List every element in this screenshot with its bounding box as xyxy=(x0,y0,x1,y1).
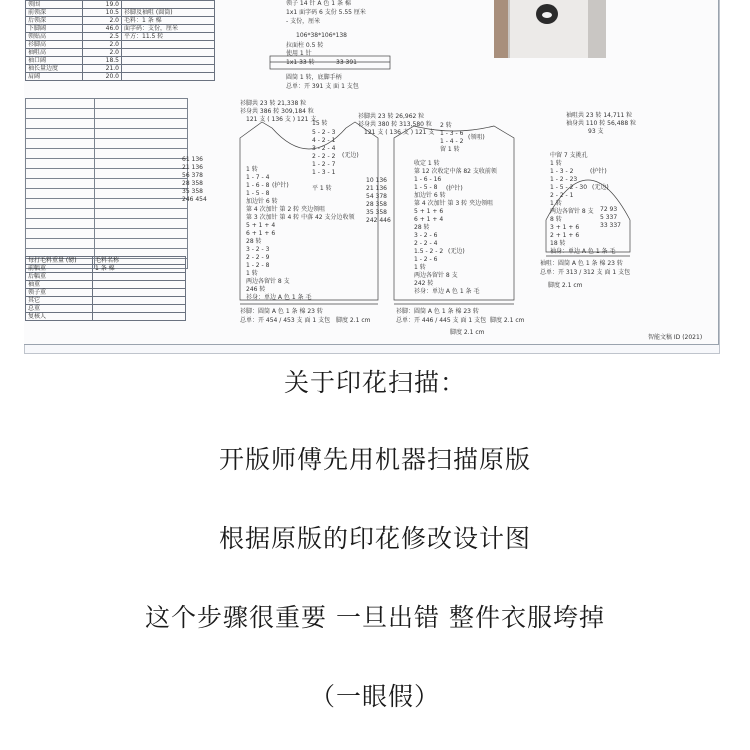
yarn-cell: 复核人 xyxy=(26,313,93,321)
spec-cell: 21.0 xyxy=(83,65,122,73)
grid-cell xyxy=(95,99,188,109)
spec-row xyxy=(26,49,215,57)
yarn-cell: 1 条 棉 xyxy=(93,265,186,273)
back-body-line: 242 转 xyxy=(414,280,434,287)
back-side-tag: (护针) xyxy=(446,185,463,192)
spec-cell: 20.0 xyxy=(83,73,122,81)
sleeve-seq-line: 1 - 5 - 2 - 30 xyxy=(550,184,588,191)
front-seq-line: 2 - 2 - 2 xyxy=(312,153,336,160)
hanger xyxy=(494,0,508,58)
front-left-num: 21 136 xyxy=(182,164,203,171)
front-seq-line: 4 - 2 - 1 xyxy=(312,137,336,144)
blank-grid xyxy=(25,98,188,269)
back-body-line: 2 - 2 - 4 xyxy=(414,240,438,247)
front-left-num: 61 136 xyxy=(182,156,203,163)
spec-row xyxy=(26,9,215,17)
spec-cell: 肩阔 xyxy=(26,73,83,81)
back-body-line: 衫身：单边 A 色 1 条 毛 xyxy=(414,288,480,295)
grid-cell xyxy=(95,139,188,149)
spec-cell: 衫脚高 xyxy=(26,41,83,49)
grid-cell xyxy=(95,169,188,179)
spec-cell: 衫脚及袖咀 (圆筒) xyxy=(122,9,215,17)
front-top: 15 转 xyxy=(312,120,328,127)
back-left-num: 54 378 xyxy=(366,193,387,200)
sleeve-body-line: 8 转 xyxy=(550,216,562,223)
grid-cell xyxy=(95,149,188,159)
yarn-cell xyxy=(93,273,186,281)
rib-bind: 拉面柱 0.5 转 xyxy=(286,42,324,49)
sleeve-head3: 93 支 xyxy=(588,128,604,135)
spec-cell: 2.0 xyxy=(83,41,122,49)
back-left-num: 21 136 xyxy=(366,185,387,192)
spec-cell: 19.0 xyxy=(83,1,122,9)
front-foot3: 脚度 2.1 cm xyxy=(336,317,371,324)
sleeve-body-line: 两边各留针 8 支 xyxy=(550,208,594,215)
yarn-row xyxy=(26,297,186,305)
spec-cell xyxy=(122,49,215,57)
grid-cell xyxy=(95,239,188,249)
grid-cell xyxy=(95,219,188,229)
yarn-cell: 前幅重 xyxy=(26,265,93,273)
front-foot1: 衫脚：圆筒 A 色 1 条 棉 23 转 xyxy=(240,308,323,315)
front-body-line: 5 + 1 + 4 xyxy=(246,222,276,229)
yarn-header-cell: 每打毛料重量 (磅) xyxy=(26,257,93,265)
neck-note-3: - 支份，厘米 xyxy=(286,18,321,25)
sheet-footer: 智能文稿 ID (2021) xyxy=(648,334,703,341)
back-body-line: 3 - 2 - 6 xyxy=(414,232,438,239)
yarn-header-cell: 毛料名称 xyxy=(93,257,186,265)
front-body-line: 1 转 xyxy=(246,270,258,277)
sleeve-foot2: 总单：开 313 / 312 支 面 1 支包 xyxy=(540,269,631,276)
grid-cell xyxy=(26,149,95,159)
grid-cell xyxy=(26,159,95,169)
sleeve-tag-2: (无边) xyxy=(592,184,609,191)
front-body-line: 加边针 6 转 xyxy=(246,198,278,205)
rib-row1: 1x1 33 转 xyxy=(286,59,315,66)
grid-cell xyxy=(95,179,188,189)
yarn-cell xyxy=(93,297,186,305)
spec-cell xyxy=(122,65,215,73)
front-left-num: 28 358 xyxy=(182,180,203,187)
front-left-num: 56 378 xyxy=(182,172,203,179)
front-seq-line: 1 - 2 - 7 xyxy=(312,161,336,168)
spec-row xyxy=(26,41,215,49)
front-head1: 衫脚共 23 转 21,338 粒 xyxy=(240,100,307,107)
spec-cell: 2.0 xyxy=(83,17,122,25)
grid-cell xyxy=(26,219,95,229)
front-body-line: 第 4 次加针 第 2 转 夹边领咀 xyxy=(246,206,326,213)
spec-cell: 下脚阔 xyxy=(26,25,83,33)
front-body-line: 第 3 次加针 第 4 转 中落 42 支分边收领 xyxy=(246,214,355,221)
grid-cell xyxy=(95,109,188,119)
grid-row xyxy=(26,189,188,199)
grid-row xyxy=(26,109,188,119)
back-head1: 衫脚共 23 转 26,962 粒 xyxy=(358,113,425,120)
front-body-line: 3 - 2 - 3 xyxy=(246,246,270,253)
front-tag: (无边) xyxy=(342,152,359,159)
back-seq-line: 1 - 3 - 6 xyxy=(440,130,464,137)
front-body-line: 两边各留针 8 支 xyxy=(246,278,290,285)
caption-line-1: 开版师傅先用机器扫描原版 xyxy=(218,445,531,474)
spec-table xyxy=(25,0,215,81)
sleeve-head1: 袖咀共 23 转 14,711 粒 xyxy=(566,112,633,119)
yarn-cell xyxy=(93,281,186,289)
back-body-line: 收定 1 转 xyxy=(414,160,440,167)
grid-row xyxy=(26,199,188,209)
grid-row xyxy=(26,209,188,219)
grid-cell xyxy=(26,209,95,219)
front-seq-line: 5 - 2 - 3 xyxy=(312,129,336,136)
print-graphic xyxy=(536,4,558,24)
back-foot4: 脚度 2.1 cm xyxy=(450,329,485,336)
sleeve-num: 5 337 xyxy=(600,214,618,221)
spec-row xyxy=(26,17,215,25)
grid-cell xyxy=(26,199,95,209)
front-left-num: 246 454 xyxy=(182,196,207,203)
front-seq-line: 1 - 3 - 1 xyxy=(312,169,336,176)
grid-row xyxy=(26,239,188,249)
back-seq-line: 留 1 转 xyxy=(440,146,460,153)
front-body-line: 1 - 5 - 8 xyxy=(246,190,270,197)
back-body-line: 加边针 6 转 xyxy=(414,192,446,199)
yarn-cell: 其它 xyxy=(26,297,93,305)
yarn-cell: 领子重 xyxy=(26,289,93,297)
spec-cell: 面字码：支份，厘米 xyxy=(122,25,215,33)
grid-row xyxy=(26,119,188,129)
spec-cell: 46.0 xyxy=(83,25,122,33)
yarn-cell: 袖重 xyxy=(26,281,93,289)
back-foot2: 总单：开 446 / 445 支 面 1 支包 xyxy=(396,317,487,324)
front-body-line: 1 - 2 - 8 xyxy=(246,262,270,269)
yarn-header-row xyxy=(26,257,186,265)
back-foot1: 衫脚：圆筒 A 色 1 条 棉 23 转 xyxy=(396,308,479,315)
caption-line-2: 根据原版的印花修改设计图 xyxy=(218,524,531,553)
back-body-line: 1 - 6 - 16 xyxy=(414,176,442,183)
sleeve-body-line: 袖身：单边 A 色 1 条 毛 xyxy=(550,248,616,255)
front-flat: 平 1 转 xyxy=(312,185,332,192)
spec-cell: 平方：11.5 转 xyxy=(122,33,215,41)
grid-cell xyxy=(26,139,95,149)
rib-dims: 106*38*106*138 xyxy=(296,32,347,39)
back-left-num: 35 358 xyxy=(366,209,387,216)
front-body-line: 2 - 2 - 9 xyxy=(246,254,270,261)
back-body-line: 第 12 次收定中落 82 支收前领 xyxy=(414,168,497,175)
yarn-cell xyxy=(93,289,186,297)
rib-row1b: 33 391 xyxy=(336,59,357,66)
front-body-line: 衫身：单边 A 色 1 条 毛 xyxy=(246,294,312,301)
yarn-cell xyxy=(93,313,186,321)
grid-cell xyxy=(95,229,188,239)
front-foot2: 总单：开 454 / 453 支 面 1 支包 xyxy=(240,317,331,324)
grid-row xyxy=(26,149,188,159)
caption-line-4: （一眼假） xyxy=(309,682,440,711)
grid-cell xyxy=(95,199,188,209)
grid-row xyxy=(26,219,188,229)
spec-cell: 袖口阔 xyxy=(26,57,83,65)
front-body-line: 6 + 1 + 6 xyxy=(246,230,276,237)
back-body-line: 1 - 2 - 6 xyxy=(414,256,438,263)
spec-row xyxy=(26,33,215,41)
sleeve-top: 中留 7 支挑孔 xyxy=(550,152,588,159)
back-body-line: 1 转 xyxy=(414,264,426,271)
grid-cell xyxy=(26,189,95,199)
spec-cell: 2.0 xyxy=(83,49,122,57)
caption-line-3: 这个步骤很重要 一旦出错 整件衣服垮掉 xyxy=(145,603,605,632)
grid-cell xyxy=(95,129,188,139)
yarn-row xyxy=(26,273,186,281)
front-seq-line: 3 - 2 - 4 xyxy=(312,145,336,152)
spec-cell: 后领深 xyxy=(26,17,83,25)
sleeve-num: 72 93 xyxy=(600,206,618,213)
grid-cell xyxy=(26,109,95,119)
spec-cell: 10.5 xyxy=(83,9,122,17)
back-seq-line: 1 - 4 - 2 xyxy=(440,138,464,145)
grid-cell xyxy=(95,209,188,219)
sleeve-body-line: 18 转 xyxy=(550,240,566,247)
yarn-row xyxy=(26,305,186,313)
sleeve-head2: 袖身共 110 转 56,488 粒 xyxy=(566,120,637,127)
yarn-row xyxy=(26,313,186,321)
grid-row xyxy=(26,229,188,239)
back-body-line: 第 4 次加针 第 3 转 夹边领咀 xyxy=(414,200,494,207)
sleeve-foot1: 袖咀：圆筒 A 色 1 条 棉 23 转 xyxy=(540,260,623,267)
back-body-line: 1.5 - 2 - 2 xyxy=(414,248,444,255)
back-tag: (领咀) xyxy=(468,134,485,141)
back-head2: 衫身共 380 转 313,580 粒 xyxy=(358,121,432,128)
front-body-line: 1 转 xyxy=(246,166,258,173)
front-body-line: 246 转 xyxy=(246,286,266,293)
back-body-line: 6 + 1 + 4 xyxy=(414,216,444,223)
grid-cell xyxy=(26,129,95,139)
spec-row xyxy=(26,25,215,33)
front-body-line: 1 - 6 - 8 xyxy=(246,182,270,189)
back-side-tag-2: (无边) xyxy=(448,248,465,255)
yarn-row xyxy=(26,289,186,297)
spec-cell xyxy=(122,73,215,81)
front-left-num: 35 358 xyxy=(182,188,203,195)
sleeve-foot3: 脚度 2.1 cm xyxy=(548,282,583,289)
spec-row xyxy=(26,65,215,73)
front-head3: 121 支 ( 136 支 ) 121 支 xyxy=(246,116,317,123)
spec-row xyxy=(26,57,215,65)
sleeve-seq-line: 2 - 2 - 1 xyxy=(550,192,574,199)
grid-row xyxy=(26,179,188,189)
grid-row xyxy=(26,129,188,139)
yarn-row xyxy=(26,265,186,273)
grid-row xyxy=(26,99,188,109)
spec-cell: 袖咀高 xyxy=(26,49,83,57)
grid-cell xyxy=(26,99,95,109)
sleeve-body-line: 2 + 1 + 6 xyxy=(550,232,580,239)
back-body-line: 两边各留针 8 支 xyxy=(414,272,458,279)
rib-row3: 总单：开 391 支 面 1 支包 xyxy=(286,83,359,90)
yarn-cell: 后幅重 xyxy=(26,273,93,281)
grid-cell xyxy=(26,179,95,189)
spec-cell: 领围 xyxy=(26,1,83,9)
spec-row xyxy=(26,1,215,9)
caption-title: 关于印花扫描： xyxy=(283,368,466,397)
rib-cast: 使用 1 针 xyxy=(286,50,312,57)
sleeve-seq-line: 1 - 3 - 2 xyxy=(550,168,574,175)
yarn-table xyxy=(25,256,186,321)
spec-cell xyxy=(122,57,215,65)
grid-cell xyxy=(26,169,95,179)
back-top: 2 转 xyxy=(440,122,452,129)
yarn-row xyxy=(26,281,186,289)
sleeve-num: 33 337 xyxy=(600,222,621,229)
grid-row xyxy=(26,169,188,179)
spec-cell xyxy=(122,1,215,9)
back-left-num: 28 358 xyxy=(366,201,387,208)
grid-cell xyxy=(26,229,95,239)
back-left-num: 242 446 xyxy=(366,217,391,224)
grid-cell xyxy=(95,119,188,129)
back-foot3: 脚度 2.1 cm xyxy=(490,317,525,324)
front-head2: 衫身共 386 转 309,184 粒 xyxy=(240,108,314,115)
sleeve-tag: (护针) xyxy=(590,168,607,175)
back-body-line: 1 - 5 - 8 xyxy=(414,184,438,191)
spec-cell: 18.5 xyxy=(83,57,122,65)
sleeve-seq-line: 1 转 xyxy=(550,200,562,207)
neck-note-2: 1x1 面字码 6 支份 5.55 厘米 xyxy=(286,9,366,16)
sleeve-body-line: 3 + 1 + 6 xyxy=(550,224,580,231)
grid-cell xyxy=(26,119,95,129)
spec-cell: 领贴高 xyxy=(26,33,83,41)
spec-cell: 毛料：1 条 棉 xyxy=(122,17,215,25)
front-body-line: 1 - 7 - 4 xyxy=(246,174,270,181)
grid-row xyxy=(26,159,188,169)
front-side-tag: (护针) xyxy=(272,182,289,189)
back-body-line: 5 + 1 + 6 xyxy=(414,208,444,215)
spec-cell: 袖长量边度 xyxy=(26,65,83,73)
yarn-cell xyxy=(93,305,186,313)
back-body-line: 28 转 xyxy=(414,224,430,231)
spec-cell: 前领深 xyxy=(26,9,83,17)
spec-cell xyxy=(122,41,215,49)
back-left-num: 10 136 xyxy=(366,177,387,184)
grid-cell xyxy=(95,189,188,199)
yarn-cell: 总重 xyxy=(26,305,93,313)
sleeve-seq-line: 1 转 xyxy=(550,160,562,167)
spec-cell: 2.5 xyxy=(83,33,122,41)
sleeve-seq-line: 1 - 2 - 23 xyxy=(550,176,578,183)
rib-row2: 圆筒 1 转，底脚手柄 xyxy=(286,74,342,81)
back-head3: 121 支 ( 136 支 ) 121 支 xyxy=(364,129,435,136)
grid-row xyxy=(26,139,188,149)
spec-row xyxy=(26,73,215,81)
neck-note-1: 领子 14 针 A 色 1 条 棉 xyxy=(286,0,351,7)
garment-photo xyxy=(494,0,606,58)
grid-cell xyxy=(26,239,95,249)
grid-cell xyxy=(95,159,188,169)
front-body-line: 28 转 xyxy=(246,238,262,245)
